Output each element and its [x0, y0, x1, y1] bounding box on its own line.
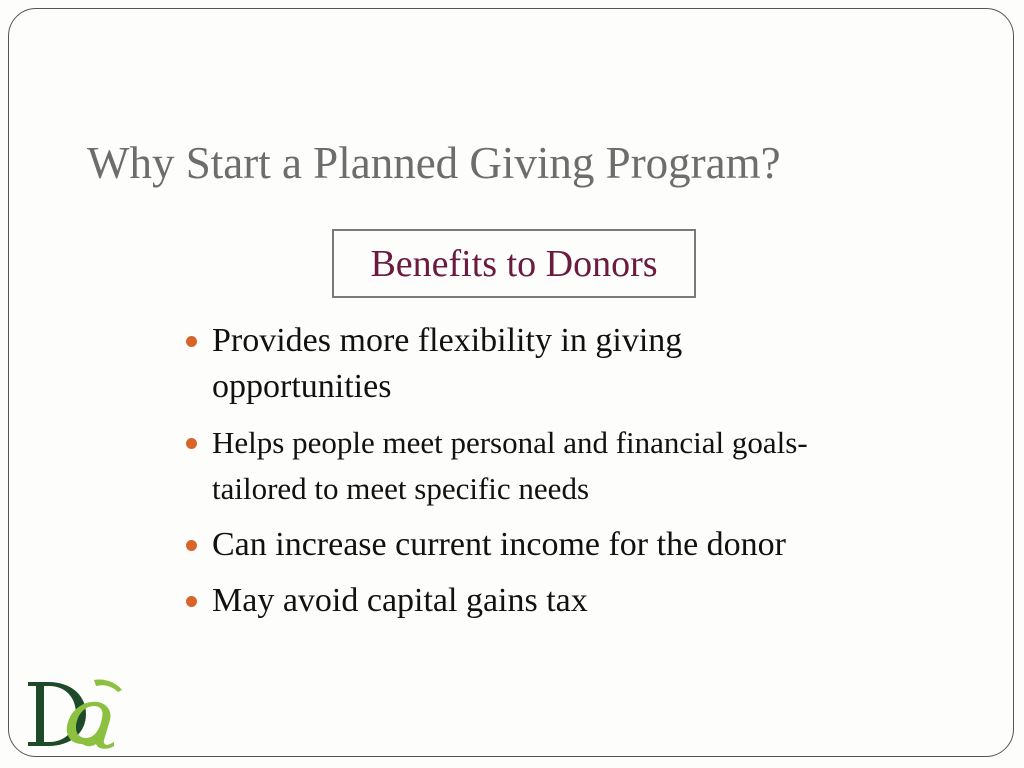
bullet-item: [186, 420, 846, 512]
bullet-item: [186, 522, 846, 568]
bullet-icon: [186, 438, 197, 449]
subtitle-box: [332, 229, 696, 298]
bullet-item: [186, 318, 846, 410]
bullet-item: [186, 578, 846, 624]
bullet-icon: [186, 540, 197, 551]
subtitle-text: Benefits to Donors: [370, 242, 658, 285]
bullet-text: Helps people meet personal and financial goals-tailored to meet specific needs: [212, 425, 808, 506]
bullet-text: Can increase current income for the donor: [212, 526, 786, 563]
da-logo-icon: [24, 674, 134, 750]
bullet-icon: [186, 336, 197, 347]
slide-title: Why Start a Planned Giving Program?: [87, 138, 781, 188]
bullet-list: [186, 318, 846, 634]
bullet-icon: [186, 596, 197, 607]
bullet-text: May avoid capital gains tax: [212, 582, 588, 619]
bullet-text: Provides more flexibility in giving opportunities: [212, 322, 683, 405]
